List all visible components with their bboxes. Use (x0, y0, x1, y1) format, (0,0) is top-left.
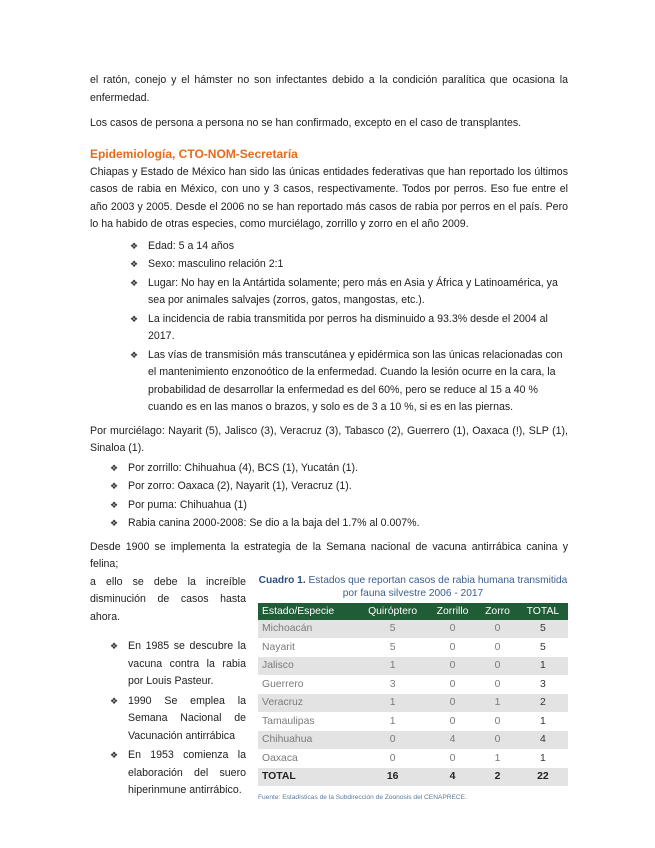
intro-paragraph-2: Los casos de persona a persona no se han confirmado, excepto en el caso de transplantes. (90, 117, 522, 129)
table-cell: 4 (428, 768, 477, 787)
table-total-row (258, 768, 568, 787)
list-item: ❖ La incidencia de rabia transmitida por perros ha disminuido a 93.3% desde el 2004 al 2017. (130, 312, 548, 342)
diamond-bullet-icon: ❖ (110, 641, 119, 651)
diamond-bullet-icon: ❖ (110, 462, 119, 473)
table-cell: 4 (518, 731, 568, 750)
diamond-bullet-icon: ❖ (110, 518, 119, 528)
table-cell: Nayarit (258, 638, 357, 657)
section-heading: Epidemiología, CTO-NOM-Secretaría (90, 146, 298, 161)
table-cell: 5 (357, 620, 428, 638)
epidemiology-bullet-list (90, 238, 568, 417)
diamond-bullet-icon: ❖ (130, 240, 139, 251)
history-bullet-list (90, 638, 246, 800)
list-item: ❖ En 1953 comienza la elaboración del suero hiperinmune antirrábico. (110, 749, 246, 796)
table-header-cell: Zorro (477, 603, 518, 621)
diamond-bullet-icon: ❖ (110, 695, 119, 706)
list-item: ❖ 1990 Se emplea la Semana Nacional de Vacunación antirrábica (110, 694, 246, 742)
list-item: ❖ Por puma: Chihuahua (1) (110, 497, 568, 515)
table-caption-label: Cuadro 1. (258, 574, 306, 586)
table-cell: 1 (518, 657, 568, 676)
diamond-bullet-icon: ❖ (130, 277, 139, 288)
table-cell: Guerrero (258, 675, 357, 694)
list-item: ❖ Por zorro: Oaxaca (2), Nayarit (1), Veracruz (1). (110, 478, 568, 496)
table-row (258, 638, 568, 657)
table-cell: 0 (428, 638, 477, 657)
table-row (258, 749, 568, 768)
table-cell: 0 (477, 657, 518, 676)
table-caption (258, 574, 568, 600)
strategy-paragraph: Desde 1900 se implementa la estrategia de la Semana nacional de vacuna antirrábica canina y felina; (90, 540, 568, 570)
table-cell: 3 (518, 675, 568, 694)
rabies-cases-table (258, 603, 568, 787)
table-row (258, 694, 568, 713)
table-cell: Michoacán (258, 620, 357, 638)
table-caption-text: Estados que reportan casos de rabia humana transmitida por fauna silvestre 2006 - 2017 (308, 574, 568, 599)
table-cell: 4 (428, 731, 477, 750)
intro-paragraph-1: el ratón, conejo y el hámster no son infectantes debido a la condición paralítica que ocasiona la enfermedad. (90, 74, 568, 104)
table-cell: 0 (477, 731, 518, 750)
table-cell: 0 (477, 620, 518, 638)
table-row (258, 620, 568, 638)
diamond-bullet-icon: ❖ (130, 313, 139, 324)
table-cell: 1 (477, 694, 518, 713)
table-cell: 1 (477, 749, 518, 768)
list-item: ❖ Edad: 5 a 14 años (130, 238, 568, 256)
table-cell: 0 (357, 749, 428, 768)
table-cell: 1 (518, 712, 568, 731)
list-item: ❖ Por zorrillo: Chihuahua (4), BCS (1), Yucatán (1). (110, 460, 568, 478)
list-item: ❖ Rabia canina 2000-2008: Se dio a la baja del 1.7% al 0.007%. (110, 515, 568, 533)
table-cell: Tamaulipas (258, 712, 357, 731)
table-cell: 3 (357, 675, 428, 694)
rabies-table-figure (258, 574, 568, 807)
table-cell: 1 (357, 694, 428, 713)
table-row (258, 657, 568, 676)
table-cell: 1 (518, 749, 568, 768)
table-header-cell: TOTAL (518, 603, 568, 621)
species-bullet-list (90, 460, 568, 533)
table-cell: 5 (357, 638, 428, 657)
table-cell: 0 (428, 620, 477, 638)
table-cell: 2 (518, 694, 568, 713)
list-item: ❖ Sexo: masculino relación 2:1 (130, 256, 568, 274)
table-row (258, 675, 568, 694)
table-cell: Chihuahua (258, 731, 357, 750)
table-source: Fuente: Estadísticas de la Subdirección de Zoonosis del CENAPRECE. (258, 793, 467, 801)
table-cell: Veracruz (258, 694, 357, 713)
epidemiology-paragraph: Chiapas y Estado de México han sido las únicas entidades federativas que han reportado los últimos casos de rabia en México, con uno y 3 casos, respectivamente. Todos por perros. Eso fue entre el año 2003 y 2005. Desde el 2006 no se han reportado más casos de rabia por perros en el país. Pero lo ha habido de otras especies, como murciélago, zorrillo y zorro en el año 2009. (90, 165, 568, 230)
table-cell: 5 (518, 638, 568, 657)
table-cell: 5 (518, 620, 568, 638)
split-section (90, 574, 568, 814)
table-cell: 1 (357, 712, 428, 731)
table-cell: 0 (477, 675, 518, 694)
table-row (258, 731, 568, 750)
table-cell: 1 (357, 657, 428, 676)
table-cell: 0 (428, 712, 477, 731)
list-item: ❖ En 1985 se descubre la vacuna contra la rabia por Louis Pasteur. (110, 640, 246, 687)
table-cell: 0 (357, 731, 428, 750)
diamond-bullet-icon: ❖ (130, 259, 139, 269)
table-cell: 16 (357, 768, 428, 787)
document-page (90, 72, 568, 814)
diamond-bullet-icon: ❖ (110, 481, 119, 491)
list-item: ❖ Lugar: No hay en la Antártida solamente; pero más en Asia y África y Latinoamérica, ya sea por animales salvajes (zorros, gatos, mangostas, etc.). (130, 276, 558, 306)
table-cell: 0 (428, 675, 477, 694)
diamond-bullet-icon: ❖ (110, 499, 119, 510)
left-column (90, 574, 246, 802)
table-cell: Jalisco (258, 657, 357, 676)
table-cell: 2 (477, 768, 518, 787)
table-cell: Oaxaca (258, 749, 357, 768)
table-cell: TOTAL (258, 768, 357, 787)
table-header-cell: Zorrillo (428, 603, 477, 621)
diamond-bullet-icon: ❖ (110, 750, 119, 760)
table-cell: 22 (518, 768, 568, 787)
table-header-cell: Estado/Especie (258, 603, 357, 621)
table-cell: 0 (428, 694, 477, 713)
murcielago-paragraph: Por murciélago: Nayarit (5), Jalisco (3), Veracruz (3), Tabasco (2), Guerrero (1), Oaxaca (!), SLP (1), Sinaloa (1). (90, 424, 568, 454)
table-cell: 0 (428, 749, 477, 768)
table-row (258, 712, 568, 731)
table-header-cell: Quiróptero (357, 603, 428, 621)
table-cell: 0 (477, 638, 518, 657)
table-cell: 0 (428, 657, 477, 676)
diamond-bullet-icon: ❖ (130, 349, 139, 360)
list-item: ❖ Las vías de transmisión más transcutánea y epidérmica son las únicas relacionadas con el mantenimiento enzonoótico de la enfermedad. Cuando la lesión ocurre en la cara, la probabilidad de desarrollar la enfermedad es del 60%, pero se reduce al 15 a 40 % cuando es en las manos o brazos, y solo es de 3 a 10 %, si es en las piernas. (130, 348, 563, 413)
table-cell: 0 (477, 712, 518, 731)
table-header-row (258, 603, 568, 621)
strategy-continuation: a ello se debe la increíble disminución de casos hasta ahora. (90, 575, 246, 623)
